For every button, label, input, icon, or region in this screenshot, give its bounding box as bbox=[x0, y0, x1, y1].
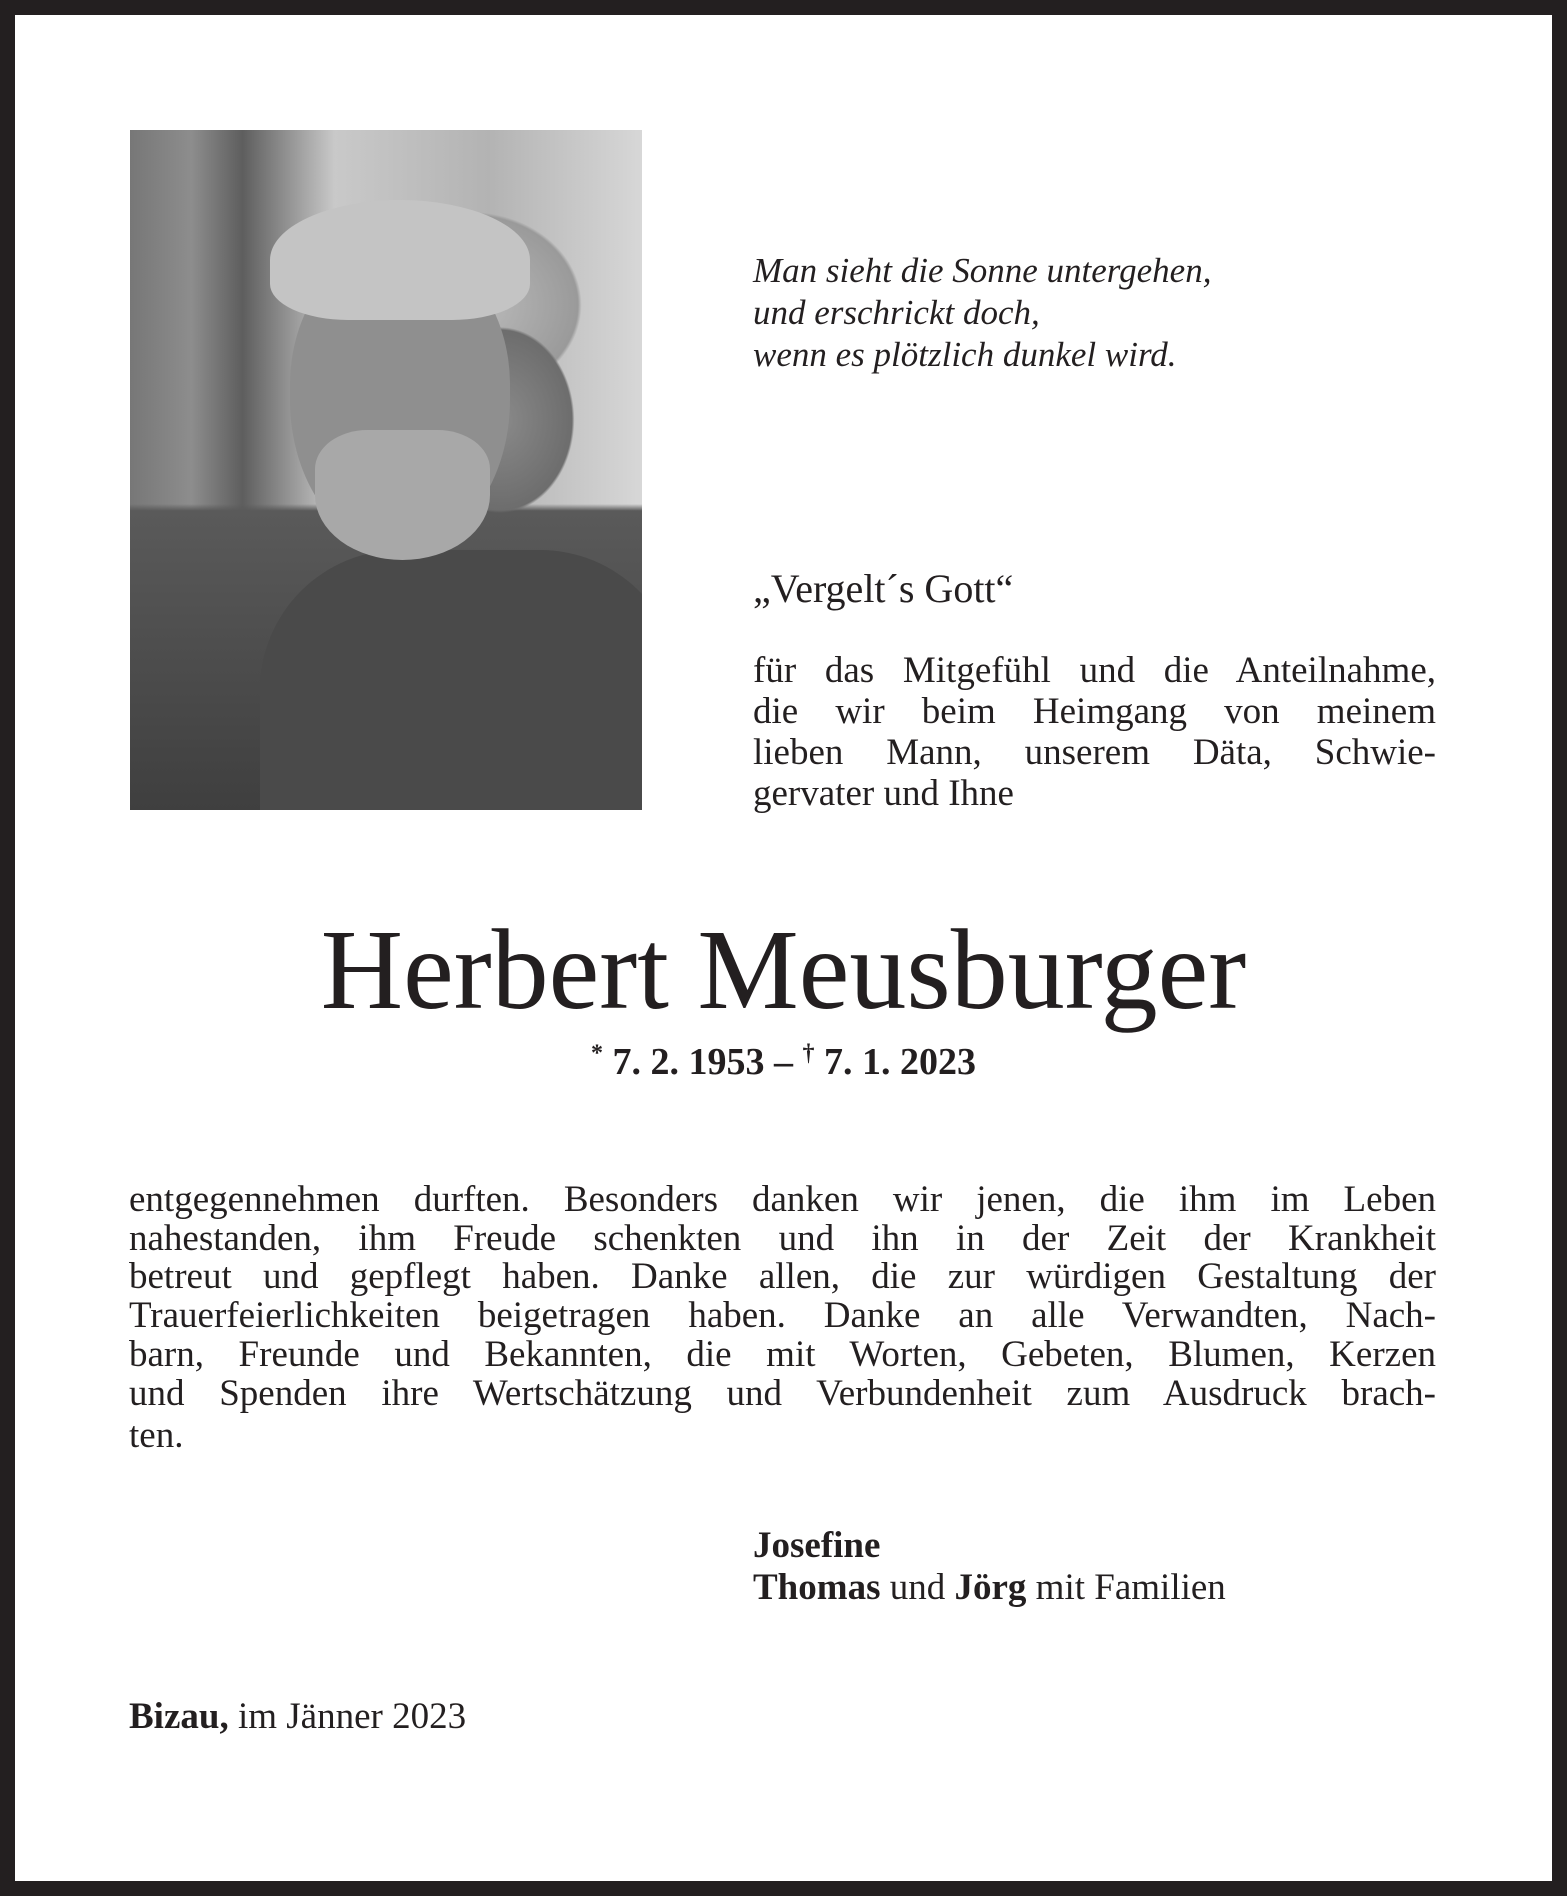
intro-line: die wir beim Heimgang von meinem bbox=[753, 691, 1436, 732]
birth-symbol: * bbox=[591, 1040, 603, 1067]
death-symbol: † bbox=[802, 1040, 815, 1067]
signature-suffix: mit Familien bbox=[1026, 1567, 1226, 1608]
intro-line: für das Mitgefühl und die Anteilnahme, bbox=[753, 650, 1436, 691]
quote-line: wenn es plötzlich dunkel wird. bbox=[753, 335, 1177, 374]
date-separator: – bbox=[764, 1041, 803, 1083]
birth-date: 7. 2. 1953 bbox=[612, 1041, 765, 1083]
signature-name: Josefine bbox=[753, 1525, 881, 1566]
thanks-heading: „Vergelt´s Gott“ bbox=[753, 566, 1014, 611]
life-dates bbox=[0, 1040, 1567, 1084]
place-month: im Jänner 2023 bbox=[228, 1696, 467, 1737]
deceased-name: Herbert Meusburger bbox=[320, 906, 1247, 1033]
portrait-photo bbox=[130, 130, 642, 810]
quote-line: und erschrickt doch, bbox=[753, 293, 1040, 332]
body-line: entgegennehmen durften. Besonders danken wir jenen, die ihm im Leben bbox=[129, 1179, 1436, 1220]
body-line: betreut und gepflegt haben. Danke allen, die zur würdigen Gestaltung der bbox=[129, 1256, 1436, 1298]
place-town: Bizau, bbox=[129, 1696, 229, 1737]
body-line: Trauerfeierlichkeiten beigetragen haben. Danke an alle Verwandten, Nach- bbox=[129, 1295, 1436, 1337]
body-paragraph bbox=[129, 1181, 1436, 1456]
signature bbox=[753, 1525, 1226, 1609]
death-date: 7. 1. 2023 bbox=[824, 1041, 976, 1083]
memorial-quote bbox=[753, 250, 1211, 376]
signature-name: Thomas bbox=[753, 1567, 881, 1608]
body-line: ten. bbox=[129, 1415, 184, 1457]
intro-paragraph bbox=[753, 650, 1436, 814]
intro-line: gervater und Ihne bbox=[753, 773, 1014, 814]
body-line: nahestanden, ihm Freude schenkten und ihn in der Zeit der Krankheit bbox=[129, 1217, 1436, 1259]
intro-line: lieben Mann, unserem Däta, Schwie- bbox=[753, 732, 1436, 773]
signature-and: und bbox=[880, 1567, 955, 1608]
quote-line: Man sieht die Sonne untergehen, bbox=[753, 251, 1212, 290]
signature-name: Jörg bbox=[954, 1567, 1027, 1608]
place-date bbox=[129, 1695, 466, 1738]
body-line: und Spenden ihre Wertschätzung und Verbundenheit zum Ausdruck brach- bbox=[129, 1372, 1436, 1414]
body-line: barn, Freunde und Bekannten, die mit Worten, Gebeten, Blumen, Kerzen bbox=[129, 1333, 1436, 1375]
